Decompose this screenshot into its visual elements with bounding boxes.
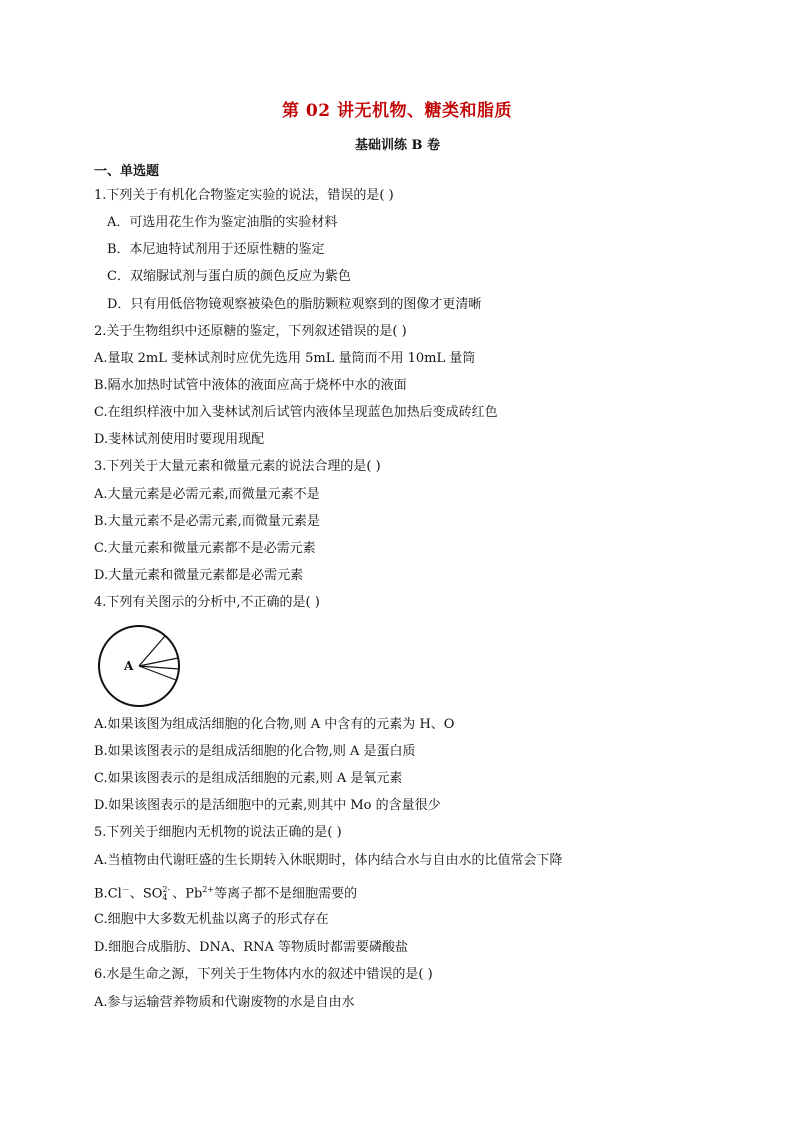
question-5-stem: 5.下列关于细胞内无机物的说法正确的是( ) — [94, 825, 342, 840]
question-1-stem: 1.下列关于有机化合物鉴定实验的说法，错误的是( ) — [94, 188, 394, 203]
question-3-option-c: C.大量元素和微量元素都不是必需元素 — [94, 541, 316, 556]
question-6-option-a: A.参与运输营养物质和代谢废物的水是自由水 — [94, 995, 355, 1010]
question-1-option-c: C．双缩脲试剂与蛋白质的颜色反应为紫色 — [107, 269, 351, 284]
question-6-stem: 6.水是生命之源，下列关于生物体内水的叙述中错误的是( ) — [94, 967, 433, 982]
question-5-option-c: C.细胞中大多数无机盐以离子的形式存在 — [94, 912, 329, 927]
question-5-option-b — [94, 882, 357, 902]
question-3-option-b: B.大量元素不是必需元素,而微量元素是 — [94, 514, 320, 529]
section-heading: 一、单选题 — [94, 164, 160, 179]
question-1-option-d: D．只有用低倍物镜观察被染色的脂肪颗粒观察到的图像才更清晰 — [107, 297, 482, 312]
ion-chloride: Cl — [107, 886, 122, 902]
question-5-option-a: A.当植物由代谢旺盛的生长期转入休眠期时，体内结合水与自由水的比值常会下降 — [94, 853, 563, 868]
ion-chloride-charge: － — [121, 885, 130, 894]
question-1-option-a: A．可选用花生作为鉴定油脂的实验材料 — [107, 215, 338, 230]
option-b-prefix: B. — [94, 886, 108, 902]
question-3-option-d: D.大量元素和微量元素都是必需元素 — [94, 568, 304, 583]
ion-lead: Pb — [185, 886, 203, 902]
separator: 、 — [129, 886, 143, 902]
document-subtitle: 基础训练 B 卷 — [355, 138, 441, 153]
question-2-option-d: D.斐林试剂使用时要现用现配 — [94, 432, 265, 447]
document-title: 第 02 讲无机物、糖类和脂质 — [282, 101, 512, 121]
option-b-rest: 等离子都不是细胞需要的 — [214, 886, 358, 902]
pie-label-a: A — [124, 659, 134, 673]
question-3-stem: 3.下列关于大量元素和微量元素的说法合理的是( ) — [94, 459, 381, 474]
question-4-option-d: D.如果该图表示的是活细胞中的元素,则其中 Mo 的含量很少 — [94, 798, 441, 813]
pie-figure-svg — [94, 625, 184, 707]
question-2-stem: 2.关于生物组织中还原糖的鉴定，下列叙述错误的是( ) — [94, 324, 407, 339]
pie-figure — [94, 625, 184, 707]
separator: 、 — [172, 886, 186, 902]
question-5-option-d: D.细胞合成脂肪、DNA、RNA 等物质时都需要磷酸盐 — [94, 940, 408, 955]
question-2-option-a: A.量取 2mL 斐林试剂时应优先选用 5mL 量筒而不用 10mL 量筒 — [94, 351, 476, 366]
question-4-stem: 4.下列有关图示的分析中,不正确的是( ) — [94, 595, 320, 610]
question-4-option-c: C.如果该图表示的是组成活细胞的元素,则 A 是氧元素 — [94, 771, 403, 786]
question-1-option-b: B．本尼迪特试剂用于还原性糖的鉴定 — [107, 242, 325, 257]
ion-sulfate-charge: 2- — [162, 884, 171, 894]
ion-sulfate-scripts — [162, 886, 170, 902]
ion-sulfate-subscript: 4 — [162, 892, 168, 902]
question-2-option-c: C.在组织样液中加入斐林试剂后试管内液体呈现蓝色加热后变成砖红色 — [94, 405, 498, 420]
question-3-option-a: A.大量元素是必需元素,而微量元素不是 — [94, 487, 320, 502]
ion-sulfate: SO — [142, 886, 163, 902]
question-4-option-a: A.如果该图为组成活细胞的化合物,则 A 中含有的元素为 H、O — [94, 717, 455, 732]
question-4-option-b: B.如果该图表示的是组成活细胞的化合物,则 A 是蛋白质 — [94, 744, 416, 759]
ion-lead-charge: 2+ — [202, 885, 215, 894]
question-2-option-b: B.隔水加热时试管中液体的液面应高于烧杯中水的液面 — [94, 378, 407, 393]
